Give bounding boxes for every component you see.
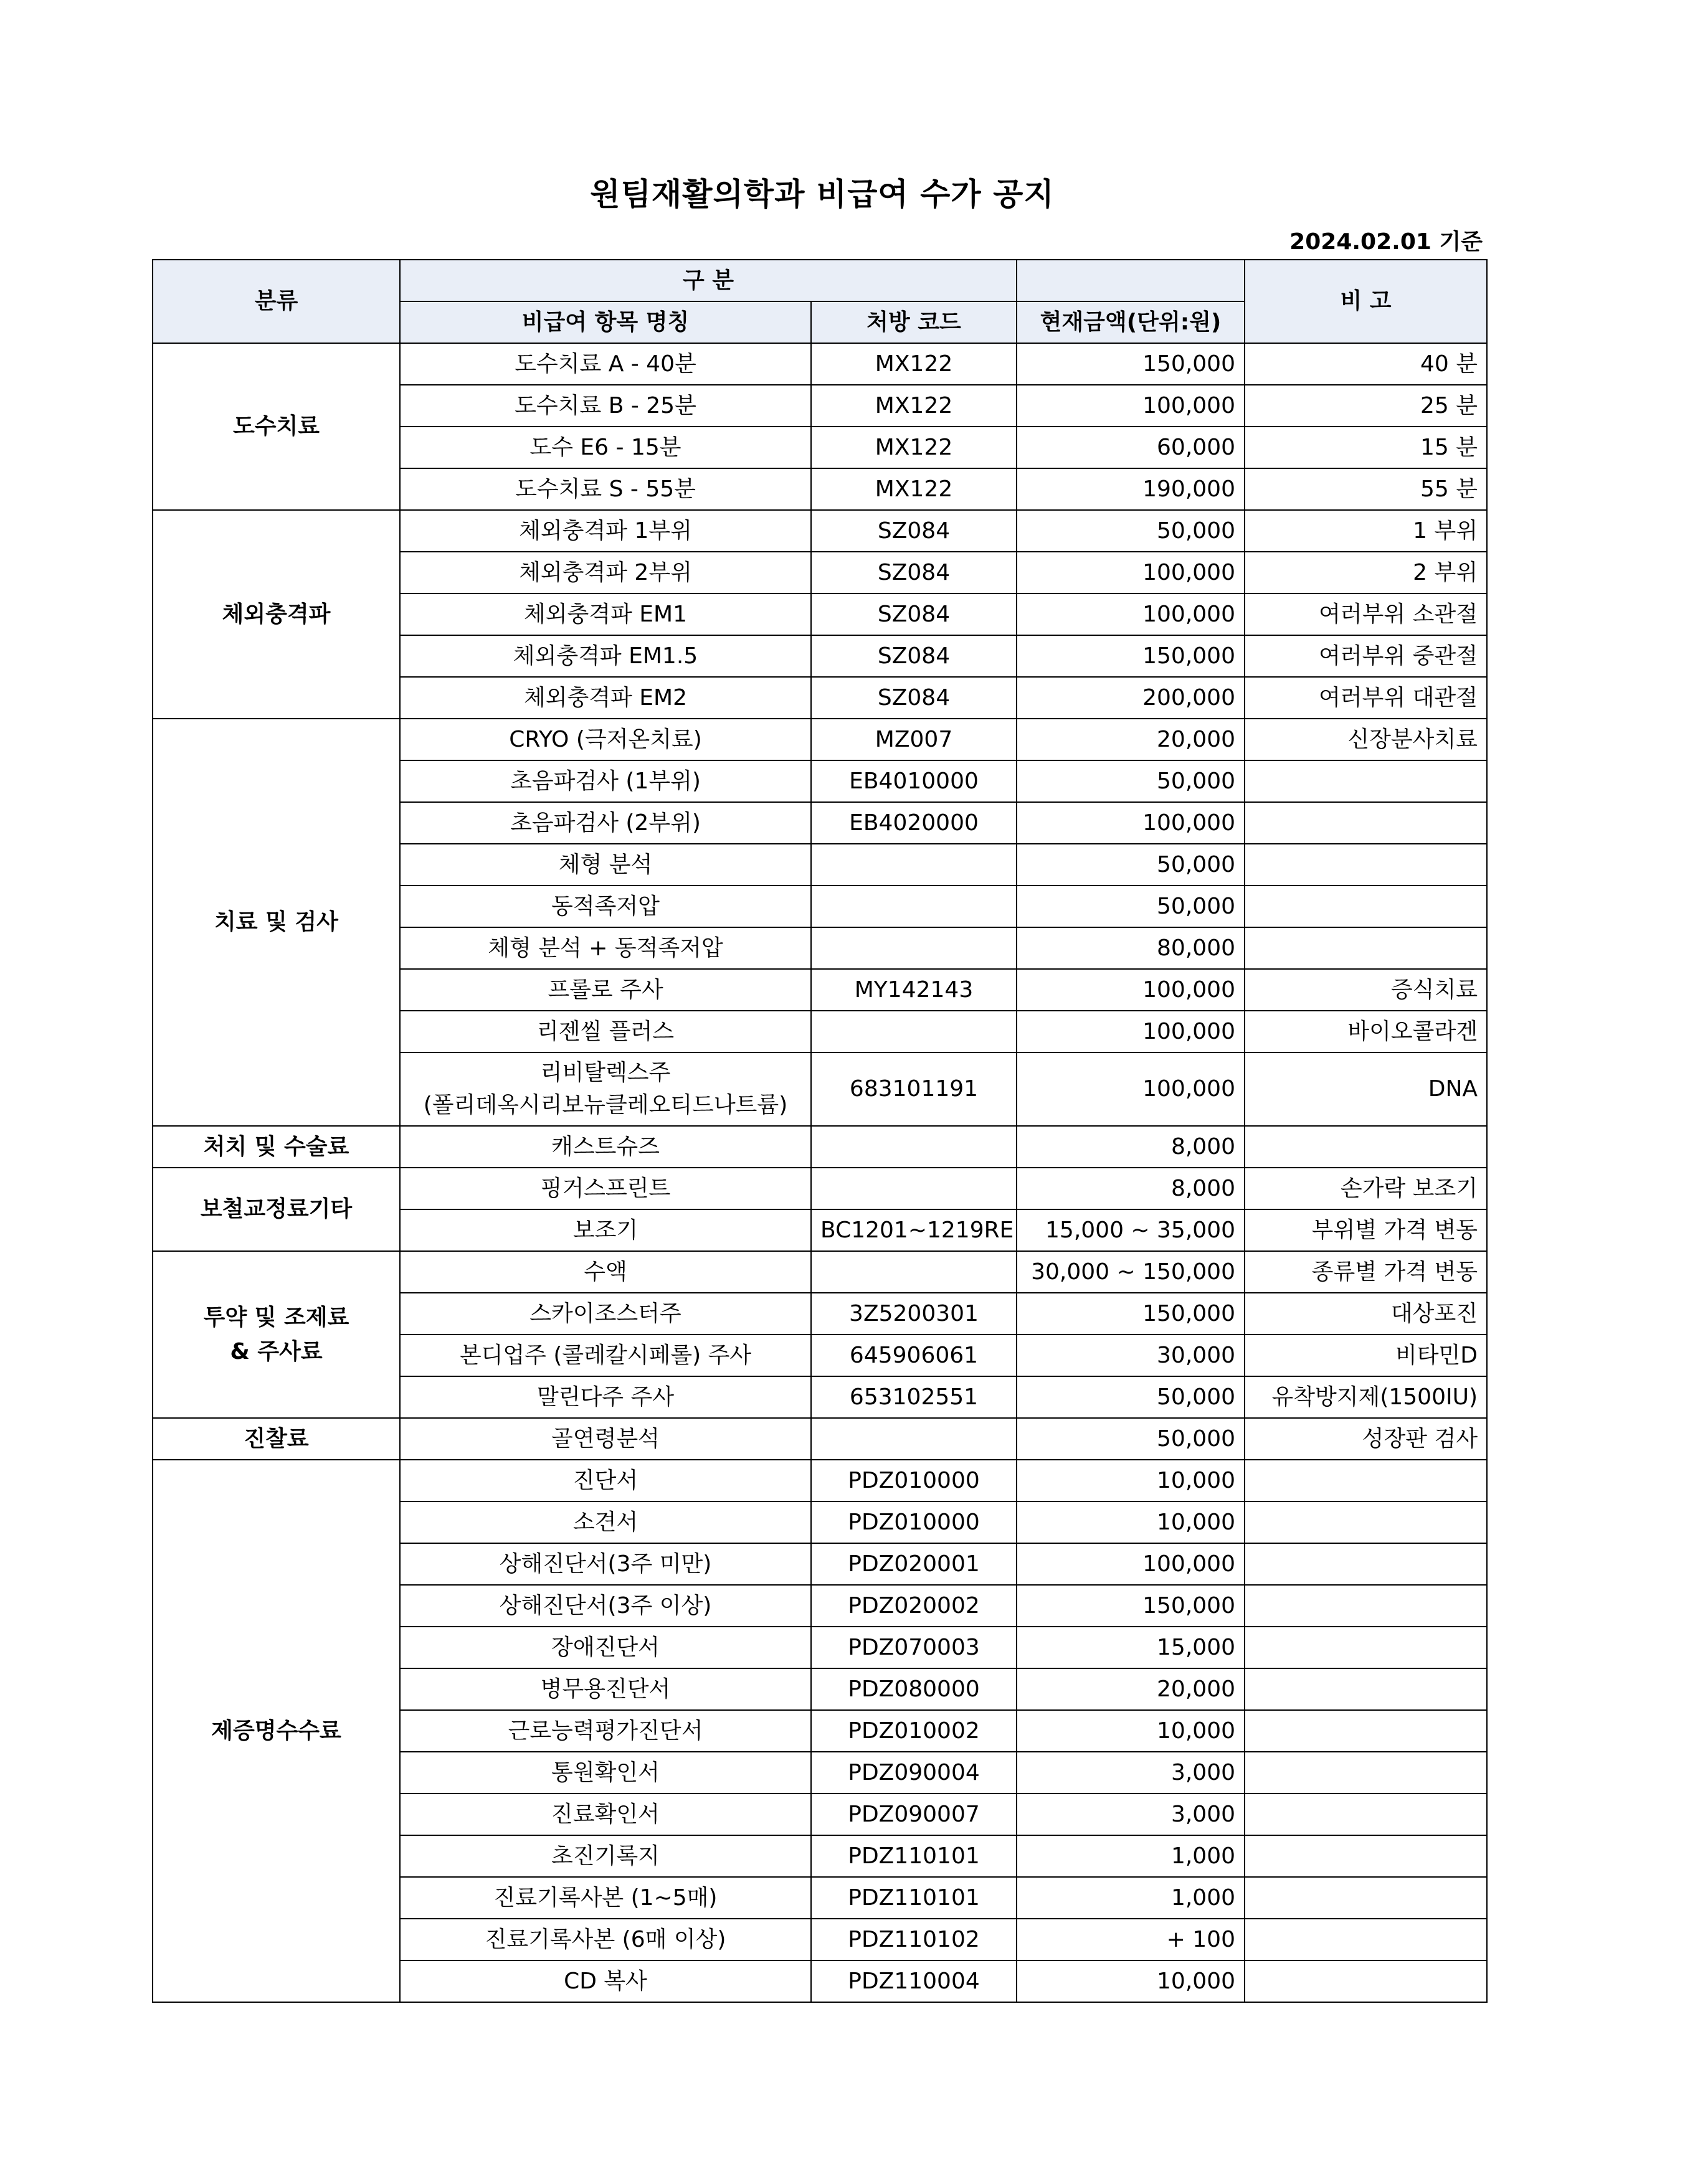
note xyxy=(1245,1460,1487,1501)
item-name: 수액 xyxy=(584,1259,627,1285)
price: + 100 xyxy=(1017,1919,1245,1960)
prescription-code: PDZ090004 xyxy=(811,1752,1017,1794)
table-row xyxy=(153,1126,1487,1168)
item-name: 초음파검사 (1부위) xyxy=(510,768,701,794)
price: 50,000 xyxy=(1017,1376,1245,1418)
category-label: 보철교정료기타 xyxy=(200,1196,353,1222)
category-cell xyxy=(153,1460,400,2002)
item-name: 도수치료 A - 40분 xyxy=(515,351,696,377)
note: 손가락 보조기 xyxy=(1245,1168,1487,1209)
note xyxy=(1245,802,1487,844)
item-name-cell xyxy=(400,1877,811,1919)
item-name: 통원확인서 xyxy=(551,1759,660,1785)
category-label: 처치 및 수술료 xyxy=(203,1133,349,1160)
header-code: 처방 코드 xyxy=(811,301,1017,343)
prescription-code: EB4020000 xyxy=(811,802,1017,844)
item-name-cell xyxy=(400,385,811,427)
item-name: 말린다주 주사 xyxy=(536,1384,675,1410)
note xyxy=(1245,1585,1487,1627)
price: 150,000 xyxy=(1017,1585,1245,1627)
item-name: 진료기록사본 (6매 이상) xyxy=(485,1926,726,1952)
item-name: CRYO (극저온치료) xyxy=(509,726,702,752)
prescription-code: MX122 xyxy=(811,385,1017,427)
note: 여러부위 대관절 xyxy=(1245,677,1487,719)
table-row xyxy=(153,343,1487,385)
price: 150,000 xyxy=(1017,343,1245,385)
category-label-line2: & 주사료 xyxy=(230,1339,323,1364)
item-name-cell xyxy=(400,1418,811,1460)
item-name: 진단서 xyxy=(572,1467,638,1493)
header-price: 현재금액(단위:원) xyxy=(1017,301,1245,343)
category-label: 체외충격파 xyxy=(222,601,331,627)
note xyxy=(1245,760,1487,802)
prescription-code: PDZ090007 xyxy=(811,1794,1017,1835)
prescription-code: MX122 xyxy=(811,468,1017,510)
item-name: CD 복사 xyxy=(564,1968,647,1994)
prescription-code: 653102551 xyxy=(811,1376,1017,1418)
item-name-line2: (폴리데옥시리보뉴클레오티드나트륨) xyxy=(423,1092,788,1118)
price: 100,000 xyxy=(1017,552,1245,593)
prescription-code: MZ007 xyxy=(811,719,1017,760)
note: 유착방지제(1500IU) xyxy=(1245,1376,1487,1418)
item-name-cell xyxy=(400,1835,811,1877)
prescription-code: PDZ110101 xyxy=(811,1877,1017,1919)
item-name-cell xyxy=(400,677,811,719)
header-item-name: 비급여 항목 명칭 xyxy=(400,301,811,343)
price: 1,000 xyxy=(1017,1877,1245,1919)
price: 20,000 xyxy=(1017,719,1245,760)
price: 10,000 xyxy=(1017,1501,1245,1543)
item-name: 리비탈렉스주 xyxy=(540,1059,671,1085)
price: 80,000 xyxy=(1017,927,1245,969)
item-name-cell xyxy=(400,927,811,969)
price: 50,000 xyxy=(1017,886,1245,927)
item-name-cell xyxy=(400,593,811,635)
item-name-cell xyxy=(400,427,811,468)
item-name-cell xyxy=(400,1126,811,1168)
item-name-cell xyxy=(400,1627,811,1668)
item-name: 체외충격파 EM1 xyxy=(523,601,688,627)
category-cell xyxy=(153,343,400,510)
prescription-code xyxy=(811,886,1017,927)
price: 3,000 xyxy=(1017,1752,1245,1794)
note: 40 분 xyxy=(1245,343,1487,385)
prescription-code: EB4010000 xyxy=(811,760,1017,802)
prescription-code: PDZ020002 xyxy=(811,1585,1017,1627)
prescription-code: 683101191 xyxy=(811,1052,1017,1126)
prescription-code xyxy=(811,1168,1017,1209)
price: 100,000 xyxy=(1017,385,1245,427)
item-name: 체외충격파 EM2 xyxy=(523,684,688,711)
category-label: 진찰료 xyxy=(244,1425,309,1452)
item-name-cell xyxy=(400,552,811,593)
prescription-code: MY142143 xyxy=(811,969,1017,1011)
item-name: 골연령분석 xyxy=(551,1425,660,1452)
price: 200,000 xyxy=(1017,677,1245,719)
header-price-blank xyxy=(1017,260,1245,301)
item-name-cell xyxy=(400,844,811,886)
prescription-code: PDZ110004 xyxy=(811,1960,1017,2002)
note xyxy=(1245,1126,1487,1168)
item-name-cell xyxy=(400,1335,811,1376)
note xyxy=(1245,927,1487,969)
header-group: 구 분 xyxy=(400,260,1017,301)
item-name: 장애진단서 xyxy=(551,1634,660,1660)
price: 150,000 xyxy=(1017,635,1245,677)
item-name: 도수치료 B - 25분 xyxy=(515,392,696,418)
item-name-cell xyxy=(400,635,811,677)
item-name-cell xyxy=(400,1585,811,1627)
item-name-cell xyxy=(400,1668,811,1710)
note: 부위별 가격 변동 xyxy=(1245,1209,1487,1251)
price: 50,000 xyxy=(1017,510,1245,552)
item-name: 보조기 xyxy=(572,1217,638,1243)
prescription-code xyxy=(811,1418,1017,1460)
note: 증식치료 xyxy=(1245,969,1487,1011)
category-cell xyxy=(153,1251,400,1418)
header-category: 분류 xyxy=(153,260,400,343)
category-cell xyxy=(153,1126,400,1168)
item-name-cell xyxy=(400,1919,811,1960)
effective-date: 2024.02.01 기준 xyxy=(1289,229,1483,255)
price: 1,000 xyxy=(1017,1835,1245,1877)
prescription-code: MX122 xyxy=(811,427,1017,468)
note: DNA xyxy=(1245,1052,1487,1126)
note xyxy=(1245,1835,1487,1877)
note: 신장분사치료 xyxy=(1245,719,1487,760)
item-name: 본디업주 (콜레칼시페롤) 주사 xyxy=(459,1342,752,1368)
item-name-cell xyxy=(400,886,811,927)
prescription-code: SZ084 xyxy=(811,552,1017,593)
item-name-cell xyxy=(400,510,811,552)
item-name: 프롤로 주사 xyxy=(548,976,663,1003)
item-name: 핑거스프린트 xyxy=(540,1175,671,1201)
item-name-cell xyxy=(400,802,811,844)
item-name-cell xyxy=(400,1209,811,1251)
item-name: 도수치료 S - 55분 xyxy=(515,476,696,502)
item-name-cell xyxy=(400,468,811,510)
prescription-code: PDZ110102 xyxy=(811,1919,1017,1960)
note xyxy=(1245,1960,1487,2002)
prescription-code: 3Z5200301 xyxy=(811,1293,1017,1335)
price: 100,000 xyxy=(1017,1543,1245,1585)
price: 3,000 xyxy=(1017,1794,1245,1835)
item-name-cell xyxy=(400,719,811,760)
prescription-code xyxy=(811,1011,1017,1052)
fee-table xyxy=(152,259,1488,2003)
prescription-code: PDZ110101 xyxy=(811,1835,1017,1877)
table-row xyxy=(153,1460,1487,1501)
item-name: 체외충격파 2부위 xyxy=(519,559,692,585)
category-label: 치료 및 검사 xyxy=(214,909,338,935)
category-cell xyxy=(153,1168,400,1251)
note: 대상포진 xyxy=(1245,1293,1487,1335)
item-name-cell xyxy=(400,1710,811,1752)
item-name: 체외충격파 EM1.5 xyxy=(513,643,698,669)
category-label: 도수치료 xyxy=(232,414,320,440)
prescription-code xyxy=(811,927,1017,969)
price: 190,000 xyxy=(1017,468,1245,510)
item-name-cell xyxy=(400,760,811,802)
note xyxy=(1245,1501,1487,1543)
item-name-cell xyxy=(400,1501,811,1543)
prescription-code: PDZ070003 xyxy=(811,1627,1017,1668)
table-row xyxy=(153,510,1487,552)
note: 여러부위 중관절 xyxy=(1245,635,1487,677)
item-name: 초진기록지 xyxy=(551,1843,660,1869)
price: 10,000 xyxy=(1017,1960,1245,2002)
category-cell xyxy=(153,1418,400,1460)
price: 30,000 ~ 150,000 xyxy=(1017,1251,1245,1293)
price: 50,000 xyxy=(1017,760,1245,802)
item-name: 초음파검사 (2부위) xyxy=(510,810,701,836)
price: 100,000 xyxy=(1017,593,1245,635)
header-note: 비 고 xyxy=(1245,260,1487,343)
note xyxy=(1245,844,1487,886)
prescription-code: SZ084 xyxy=(811,635,1017,677)
prescription-code: PDZ010000 xyxy=(811,1460,1017,1501)
page-title: 원팀재활의학과 비급여 수가 공지 xyxy=(590,176,1055,212)
note: 성장판 검사 xyxy=(1245,1418,1487,1460)
table-row xyxy=(153,1251,1487,1293)
price: 10,000 xyxy=(1017,1460,1245,1501)
item-name: 상해진단서(3주 이상) xyxy=(499,1592,712,1619)
price: 60,000 xyxy=(1017,427,1245,468)
prescription-code: PDZ020001 xyxy=(811,1543,1017,1585)
item-name-cell xyxy=(400,969,811,1011)
item-name: 동적족저압 xyxy=(551,893,660,919)
note: 55 분 xyxy=(1245,468,1487,510)
price: 100,000 xyxy=(1017,1011,1245,1052)
category-cell xyxy=(153,510,400,719)
note xyxy=(1245,1752,1487,1794)
item-name-cell xyxy=(400,1460,811,1501)
price: 100,000 xyxy=(1017,969,1245,1011)
prescription-code: PDZ080000 xyxy=(811,1668,1017,1710)
note: 여러부위 소관절 xyxy=(1245,593,1487,635)
item-name: 소견서 xyxy=(572,1509,638,1535)
prescription-code: PDZ010002 xyxy=(811,1710,1017,1752)
prescription-code xyxy=(811,844,1017,886)
note: 비타민D xyxy=(1245,1335,1487,1376)
price: 100,000 xyxy=(1017,802,1245,844)
item-name: 체형 분석 xyxy=(558,851,653,877)
table-row xyxy=(153,1418,1487,1460)
item-name-cell xyxy=(400,1293,811,1335)
table-row xyxy=(153,1168,1487,1209)
item-name: 도수 E6 - 15분 xyxy=(529,434,681,460)
note: 2 부위 xyxy=(1245,552,1487,593)
note xyxy=(1245,1877,1487,1919)
note: 15 분 xyxy=(1245,427,1487,468)
note xyxy=(1245,886,1487,927)
item-name: 캐스트슈즈 xyxy=(551,1133,660,1160)
prescription-code: BC1201~1219RE xyxy=(811,1209,1017,1251)
item-name-cell xyxy=(400,1011,811,1052)
prescription-code xyxy=(811,1251,1017,1293)
note xyxy=(1245,1627,1487,1668)
item-name: 체외충격파 1부위 xyxy=(519,518,692,544)
note xyxy=(1245,1794,1487,1835)
item-name-cell xyxy=(400,1168,811,1209)
item-name: 진료확인서 xyxy=(551,1801,660,1827)
prescription-code: SZ084 xyxy=(811,510,1017,552)
prescription-code: 645906061 xyxy=(811,1335,1017,1376)
prescription-code xyxy=(811,1126,1017,1168)
item-name: 병무용진단서 xyxy=(540,1676,671,1702)
item-name: 상해진단서(3주 미만) xyxy=(499,1551,712,1577)
note: 1 부위 xyxy=(1245,510,1487,552)
item-name: 근로능력평가진단서 xyxy=(508,1718,703,1744)
note: 25 분 xyxy=(1245,385,1487,427)
price: 15,000 xyxy=(1017,1627,1245,1668)
price: 30,000 xyxy=(1017,1335,1245,1376)
item-name-cell xyxy=(400,1794,811,1835)
category-cell xyxy=(153,719,400,1126)
note xyxy=(1245,1710,1487,1752)
category-label: 제증명수수료 xyxy=(211,1718,341,1744)
item-name-cell xyxy=(400,1960,811,2002)
item-name-cell xyxy=(400,1376,811,1418)
prescription-code: PDZ010000 xyxy=(811,1501,1017,1543)
item-name: 진료기록사본 (1~5매) xyxy=(493,1884,718,1911)
price: 15,000 ~ 35,000 xyxy=(1017,1209,1245,1251)
item-name: 리젠씰 플러스 xyxy=(536,1018,675,1044)
note xyxy=(1245,1919,1487,1960)
item-name: 체형 분석 + 동적족저압 xyxy=(488,935,723,961)
prescription-code: MX122 xyxy=(811,343,1017,385)
price: 8,000 xyxy=(1017,1168,1245,1209)
note xyxy=(1245,1543,1487,1585)
item-name-cell xyxy=(400,1543,811,1585)
item-name-cell xyxy=(400,1752,811,1794)
note: 종류별 가격 변동 xyxy=(1245,1251,1487,1293)
item-name-cell xyxy=(400,1052,811,1126)
item-name-cell xyxy=(400,1251,811,1293)
price: 50,000 xyxy=(1017,1418,1245,1460)
category-label: 투약 및 조제료 xyxy=(203,1304,349,1330)
price: 10,000 xyxy=(1017,1710,1245,1752)
price: 50,000 xyxy=(1017,844,1245,886)
note: 바이오콜라겐 xyxy=(1245,1011,1487,1052)
prescription-code: SZ084 xyxy=(811,593,1017,635)
prescription-code: SZ084 xyxy=(811,677,1017,719)
price: 150,000 xyxy=(1017,1293,1245,1335)
price: 100,000 xyxy=(1017,1052,1245,1126)
price: 20,000 xyxy=(1017,1668,1245,1710)
note xyxy=(1245,1668,1487,1710)
fee-table-body xyxy=(153,343,1487,2002)
table-row xyxy=(153,719,1487,760)
price: 8,000 xyxy=(1017,1126,1245,1168)
item-name: 스카이조스터주 xyxy=(529,1300,681,1326)
item-name-cell xyxy=(400,343,811,385)
